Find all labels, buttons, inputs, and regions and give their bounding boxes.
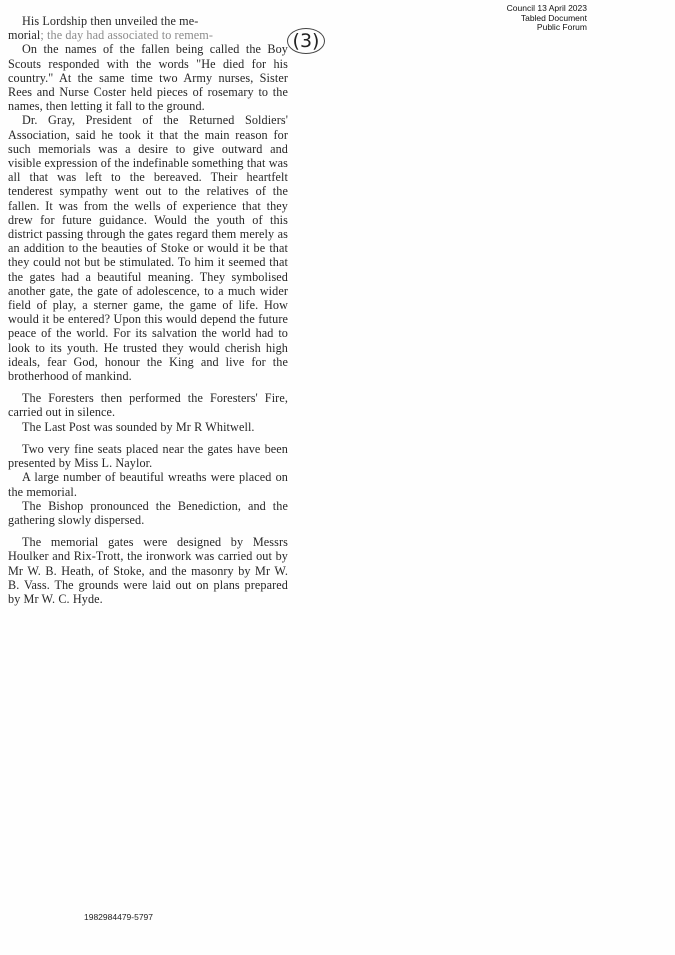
stamp-line-forum: Public Forum xyxy=(536,22,587,32)
paragraph-last-post: The Last Post was sounded by Mr R Whitwell. xyxy=(22,419,255,434)
second-line xyxy=(8,28,288,42)
paragraph-scouts: On the names of the fallen being called the Boy Scouts responded with the words "He died for his country." At the same time two Army nurses, Sister Rees and Nurse Coster held pieces of rosemary to the names, then letting it fall to the ground. xyxy=(8,42,288,114)
paragraph-seats: Two very fine seats placed near the gates have been presented by Miss L. Naylor. xyxy=(8,441,288,471)
paragraph-dr-gray: Dr. Gray, President of the Returned Soldiers' Association, said he took it that the main reason for such memorials was a desire to give outward and visible expression of the indefinable something that was all that was left to the bereaved. Their heartfelt tenderest sympathy went out to the relatives of the fallen. It was from the wells of experience that they drew for future guidance. Would the youth of this district passing through the gates regard them merely as an addition to the beauties of Stoke or would it be that they could not but be stimulated. To him it seemed that the gates had a beautiful meaning. They symbolised another gate, the gate of adolescence, to a much wider field of play, a sterner game, the game of life. How would it be entered? Upon this would depend the future peace of the world. For its salvation the world had to look to its youth. He trusted they would cherish high ideals, fear God, honour the King and live for the brotherhood of mankind. xyxy=(8,113,288,384)
newspaper-clipping xyxy=(8,14,288,606)
second-line-faded: ; the day had associated to remem- xyxy=(40,28,214,43)
stamp-line-tabled: Tabled Document xyxy=(520,12,587,23)
document-id: 1982984479-5797 xyxy=(84,912,154,922)
stamp-line-council: Council 13 April 2023 xyxy=(506,3,587,13)
second-line-start: morial xyxy=(8,28,41,43)
paragraph-wreaths: A large number of beautiful wreaths were placed on the memorial. xyxy=(8,470,288,499)
opening-line: His Lordship then unveiled the me- xyxy=(22,14,199,28)
tabled-document-stamp xyxy=(507,4,587,33)
handwritten-page-number: (3) xyxy=(287,28,325,54)
paragraph-foresters: The Foresters then performed the Foresters' Fire, carried out in silence. xyxy=(8,391,288,420)
paragraph-benediction: The Bishop pronounced the Benediction, and the gathering slowly dispersed. xyxy=(8,498,288,527)
paragraph-design: The memorial gates were designed by Messrs Houlker and Rix-Trott, the ironwork was carried out by Mr W. B. Heath, of Stoke, and the masonry by Mr W. B. Vass. The grounds were laid out on plans prepared by Mr W. C. Hyde. xyxy=(8,535,288,606)
